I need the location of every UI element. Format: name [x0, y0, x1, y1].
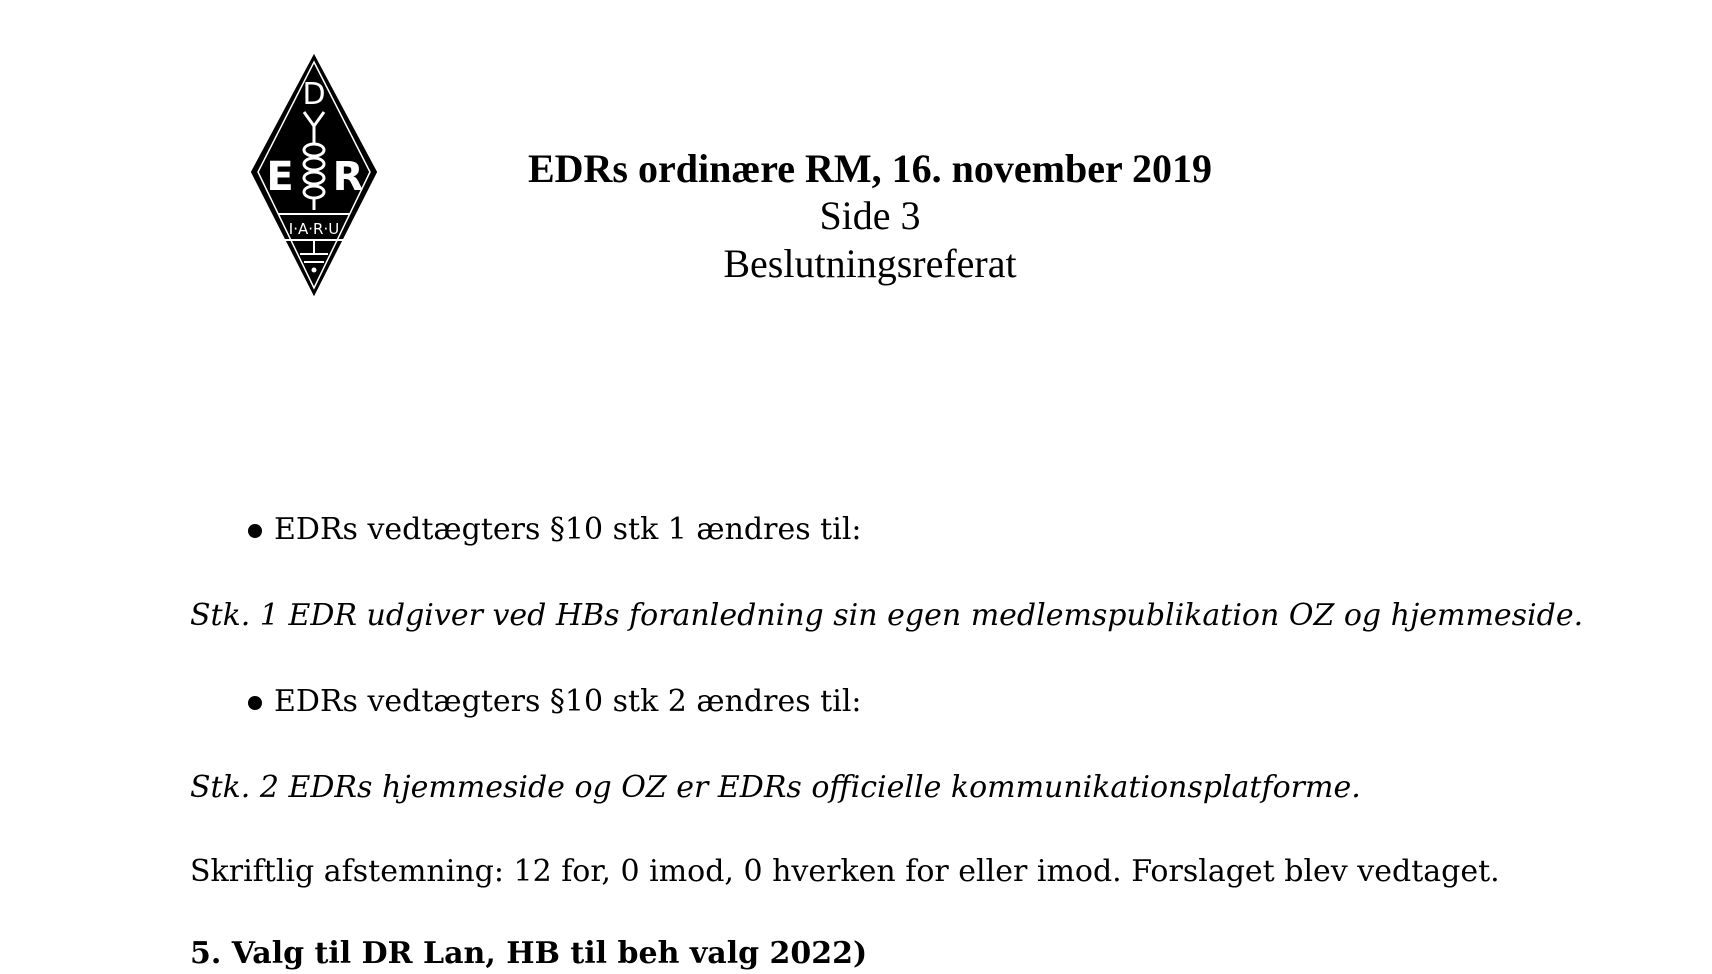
stk-1-text: Stk. 1 EDR udgiver ved HBs foranledning sin egen medlemspublikation OZ og hjemmeside.	[190, 598, 1584, 633]
section-heading-cutoff: 5. Valg til DR Lan, HB til beh valg 2022)	[190, 936, 868, 971]
bullet-1-text: EDRs vedtægters §10 stk 1 ændres til:	[274, 512, 862, 547]
bullet-2-dot	[248, 696, 262, 710]
logo-letter-e: E	[266, 154, 294, 200]
logo-letter-r: R	[332, 154, 364, 200]
page-number: Side 3	[819, 193, 921, 238]
stk-2-text: Stk. 2 EDRs hjemmeside og OZ er EDRs officielle kommunikationsplatforme.	[190, 770, 1361, 805]
edr-iaru-logo	[248, 54, 380, 296]
bullet-1-dot	[248, 524, 262, 538]
logo-letter-d: D	[302, 77, 326, 112]
vote-result-text: Skriftlig afstemning: 12 for, 0 imod, 0 hverken for eller imod. Forslaget blev vedtaget.	[190, 854, 1500, 889]
bullet-2-text: EDRs vedtægters §10 stk 2 ændres til:	[274, 684, 862, 719]
document-subtitle: Beslutningsreferat	[723, 241, 1017, 286]
document-title: EDRs ordinære RM, 16. november 2019	[527, 146, 1213, 191]
logo-iaru-text: I·A·R·U	[288, 220, 340, 238]
